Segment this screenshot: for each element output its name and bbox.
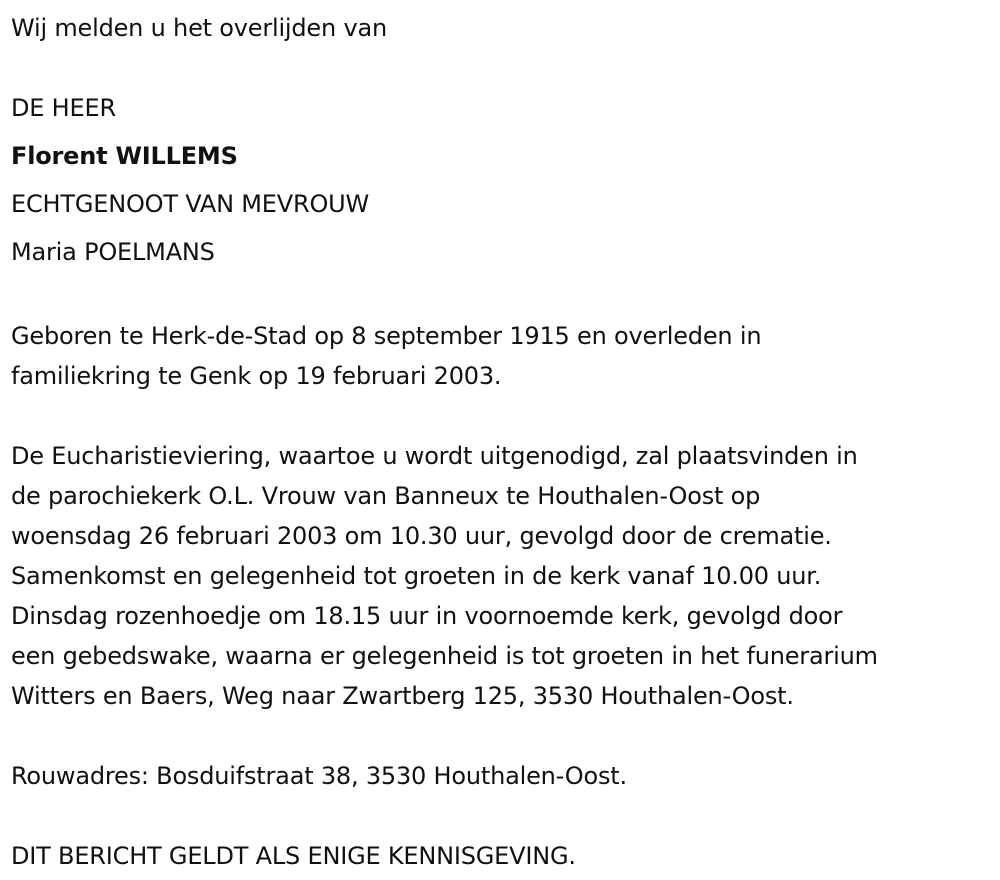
paragraph-line: Dinsdag rozenhoedje om 18.15 uur in voornoemde kerk, gevolgd door [11, 602, 843, 630]
obituary-notice [11, 8, 996, 876]
paragraph-line: De Eucharistieviering, waartoe u wordt uitgenodigd, zal plaatsvinden in [11, 442, 858, 470]
intro-text: Wij melden u het overlijden van [11, 14, 387, 42]
paragraph-line: Geboren te Herk-de-Stad op 8 september 1915 en overleden in [11, 322, 762, 350]
paragraph-line: de parochiekerk O.L. Vrouw van Banneux te Houthalen-Oost op [11, 482, 761, 510]
paragraph-line: een gebedswake, waarna er gelegenheid is tot groeten in het funerarium [11, 642, 878, 670]
birth-death-paragraph [11, 316, 996, 396]
spouse-name: Maria POELMANS [11, 238, 215, 266]
deceased-name: Florent WILLEMS [11, 142, 238, 170]
title-prefix: DE HEER [11, 94, 116, 122]
mourning-address: Rouwadres: Bosduifstraat 38, 3530 Houthalen-Oost. [11, 762, 627, 790]
paragraph-line: familiekring te Genk op 19 februari 2003. [11, 362, 502, 390]
ceremony-paragraph [11, 436, 996, 716]
closing-notice: DIT BERICHT GELDT ALS ENIGE KENNISGEVING. [11, 842, 576, 870]
paragraph-line: Witters en Baers, Weg naar Zwartberg 125, 3530 Houthalen-Oost. [11, 682, 794, 710]
paragraph-line: Samenkomst en gelegenheid tot groeten in de kerk vanaf 10.00 uur. [11, 562, 822, 590]
paragraph-line: woensdag 26 februari 2003 om 10.30 uur, gevolgd door de crematie. [11, 522, 832, 550]
spouse-label: ECHTGENOOT VAN MEVROUW [11, 190, 370, 218]
